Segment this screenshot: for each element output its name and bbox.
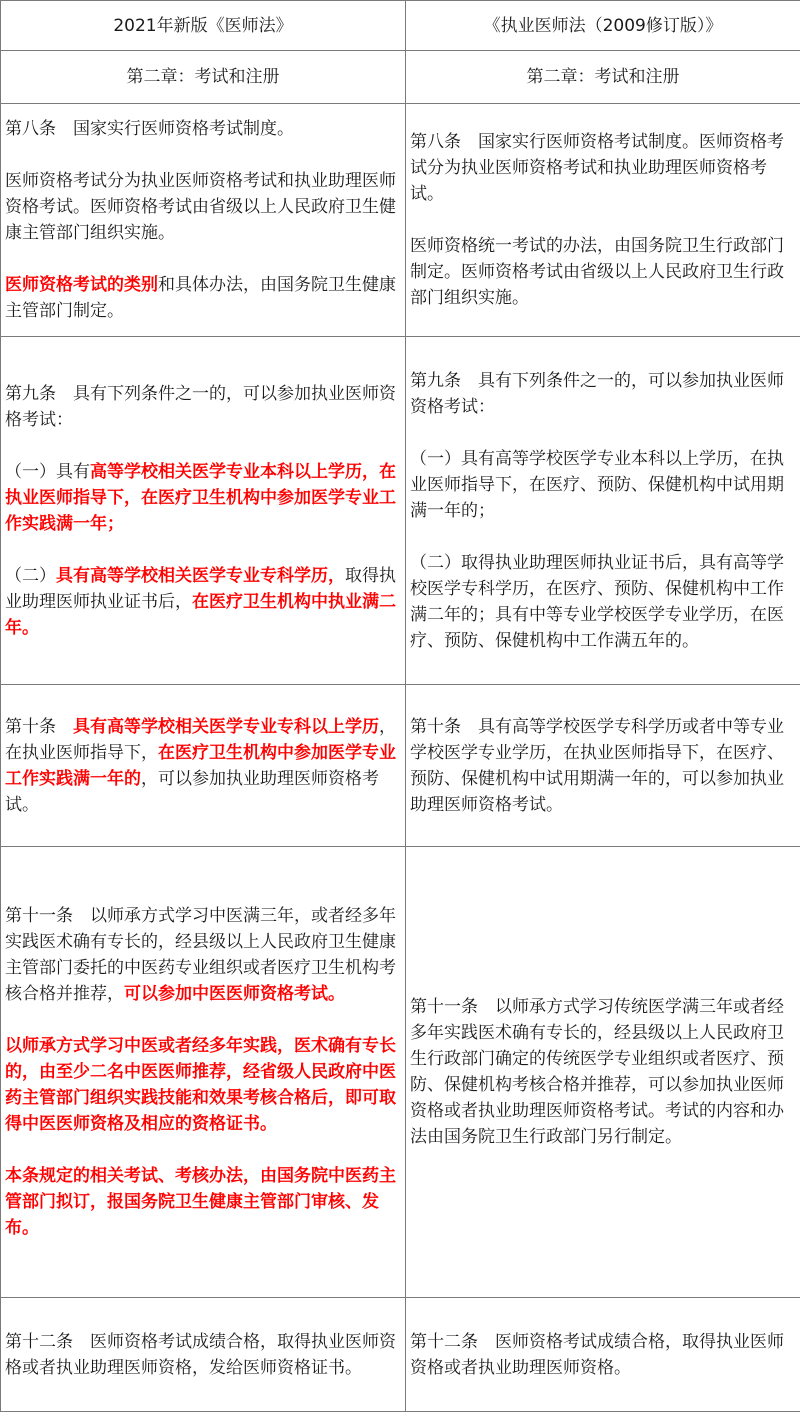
- article-9-old: [406, 337, 800, 685]
- article-11-new: [1, 847, 406, 1298]
- article-text: 医师资格统一考试的办法，由国务院卫生行政部门制定。医师资格考试由省级以上人民政府卫生行政部门组织实施。: [410, 236, 784, 308]
- article-text: 取得执业助理医师执业证书后，: [5, 566, 396, 612]
- article-paragraph: [5, 714, 401, 818]
- article-paragraph: [410, 714, 796, 818]
- article-text: （一）具有: [5, 462, 90, 482]
- highlighted-text: 具有高等学校相关医学专业专科以上学历: [73, 717, 379, 737]
- article-paragraph: [410, 368, 796, 420]
- article-text: 第十一条 以师承方式学习中医满三年，或者经多年实践医术确有专长的，经县级以上人民政府卫生健康主管部门委托的中医药专业组织或者医疗卫生机构考核合格并推荐，: [5, 906, 396, 1004]
- highlighted-text: 以师承方式学习中医或者经多年实践，医术确有专长的，由至少二名中医医师推荐，经省级人民政府中医药主管部门组织实践技能和效果考核合格后，即可取得中医医师资格及相应的资格证书。: [5, 1036, 396, 1134]
- article-text: 第十二条 医师资格考试成绩合格，取得执业医师资格或者执业助理医师资格，发给医师资格证书。: [5, 1332, 396, 1378]
- chapter-right: 第二章：考试和注册: [406, 51, 800, 104]
- article-paragraph: [5, 116, 401, 142]
- article-text: ，在执业医师指导下，: [5, 717, 396, 763]
- article-row-12: [1, 1298, 800, 1412]
- article-11-old: [406, 847, 800, 1298]
- article-10-old: [406, 685, 800, 847]
- article-9-new: [1, 337, 406, 685]
- header-right: 《执业医师法（2009修订版）》: [406, 1, 800, 51]
- article-12-new: [1, 1298, 406, 1412]
- article-paragraph: [410, 129, 796, 207]
- highlighted-text: 高等学校相关医学专业本科以上学历，在执业医师指导下，在医疗卫生机构中参加医学专业工作实践满一年；: [5, 462, 396, 534]
- article-text: 和具体办法，由国务院卫生健康主管部门制定。: [5, 275, 396, 321]
- article-text: ，可以参加执业助理医师资格考试。: [5, 769, 379, 815]
- article-paragraph: [5, 459, 401, 537]
- article-text: 第九条 具有下列条件之一的，可以参加执业医师资格考试：: [5, 384, 396, 430]
- article-paragraph: [5, 563, 401, 641]
- article-8-old: [406, 104, 800, 337]
- article-row-10: [1, 685, 800, 847]
- article-paragraph: [5, 272, 401, 324]
- article-row-11: [1, 847, 800, 1298]
- article-text: 第十条 具有高等学校医学专科学历或者中等专业学校医学专业学历，在执业医师指导下，在医疗、预防、保健机构中试用期满一年的，可以参加执业助理医师资格考试。: [410, 717, 784, 815]
- article-12-old: [406, 1298, 800, 1412]
- article-text: 第八条 国家实行医师资格考试制度。医师资格考试分为执业医师资格考试和执业助理医师资格考试。: [410, 132, 784, 204]
- article-text: 第十一条 以师承方式学习传统医学满三年或者经多年实践医术确有专长的，经县级以上人民政府卫生行政部门确定的传统医学专业组织或者医疗、预防、保健机构考核合格并推荐，可以参加执业医师资格或者执业助理医师资格考试。考试的内容和办法由国务院卫生行政部门另行制定。: [410, 997, 784, 1147]
- chapter-left: 第二章：考试和注册: [1, 51, 406, 104]
- article-10-new: [1, 685, 406, 847]
- article-paragraph: [5, 903, 401, 1007]
- article-text: 第九条 具有下列条件之一的，可以参加执业医师资格考试：: [410, 371, 784, 417]
- article-paragraph: [5, 1163, 401, 1241]
- highlighted-text: 在医疗卫生机构中执业满二年。: [5, 592, 396, 638]
- article-paragraph: [5, 381, 401, 433]
- article-paragraph: [410, 1329, 796, 1381]
- highlighted-text: 医师资格考试的类别: [5, 275, 158, 295]
- article-row-8: [1, 104, 800, 337]
- header-left: 2021年新版《医师法》: [1, 1, 406, 51]
- article-text: （二）取得执业助理医师执业证书后，具有高等学校医学专科学历，在医疗、预防、保健机构中工作满二年的；具有中等专业学校医学专业学历，在医疗、预防、保健机构中工作满五年的。: [410, 553, 784, 651]
- article-text: 医师资格考试分为执业医师资格考试和执业助理医师资格考试。医师资格考试由省级以上人民政府卫生健康主管部门组织实施。: [5, 171, 396, 243]
- highlighted-text: 本条规定的相关考试、考核办法，由国务院中医药主管部门拟订，报国务院卫生健康主管部门审核、发布。: [5, 1166, 396, 1238]
- article-paragraph: [410, 446, 796, 524]
- highlighted-text: 可以参加中医医师资格考试。: [124, 984, 345, 1004]
- article-text: 第八条 国家实行医师资格考试制度。: [5, 119, 294, 139]
- article-row-9: [1, 337, 800, 685]
- article-paragraph: [410, 994, 796, 1150]
- article-8-new: [1, 104, 406, 337]
- highlighted-text: 具有高等学校相关医学专业专科学历，: [56, 566, 345, 586]
- highlighted-text: 在医疗卫生机构中参加医学专业工作实践满一年的: [5, 743, 396, 789]
- article-text: （二）: [5, 566, 56, 586]
- article-paragraph: [5, 1329, 401, 1381]
- article-text: 第十二条 医师资格考试成绩合格，取得执业医师资格或者执业助理医师资格。: [410, 1332, 784, 1378]
- article-paragraph: [410, 233, 796, 311]
- article-text: 第十条: [5, 717, 73, 737]
- article-paragraph: [410, 550, 796, 654]
- chapter-row: [1, 51, 800, 104]
- header-row: [1, 1, 800, 51]
- article-text: （一）具有高等学校医学专业本科以上学历，在执业医师指导下，在医疗、预防、保健机构中试用期满一年的；: [410, 449, 784, 521]
- article-paragraph: [5, 1033, 401, 1137]
- article-paragraph: [5, 168, 401, 246]
